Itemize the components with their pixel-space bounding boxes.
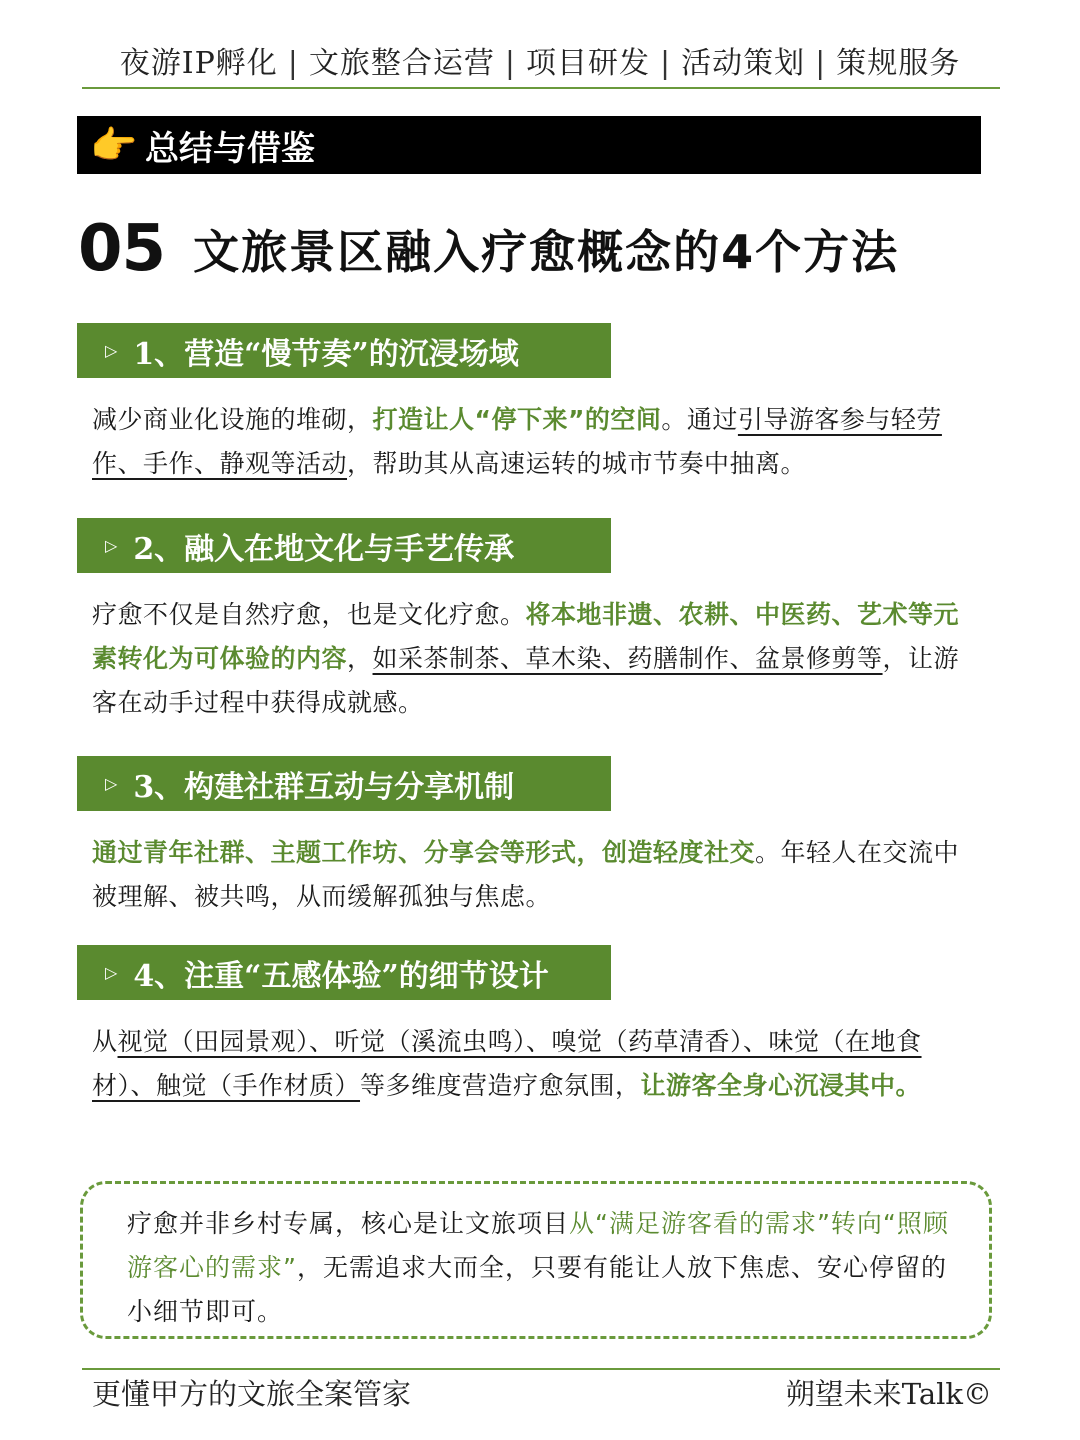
nav-separator: | [287, 46, 299, 81]
underlined-text: 引导游客参与轻劳作、手作、静观等活动 [92, 405, 942, 478]
highlight-text: 让游客全身心沉浸其中。 [640, 1071, 922, 1100]
highlight-text: 打造让人“停下来”的空间 [372, 405, 662, 434]
body-text: ， [347, 644, 373, 673]
title-text: 文旅景区融入疗愈概念的4个方法 [193, 225, 900, 279]
body-text: ，让游客在动手过程中获得成就感。 [92, 644, 960, 717]
section-heading-2 [77, 518, 611, 573]
note-text [127, 1202, 957, 1334]
body-text: 疗愈不仅是自然疗愈，也是文化疗愈。 [92, 600, 526, 629]
footer-brand: 朔望未来Talk© [785, 1377, 992, 1411]
nav-item: 策规服务 [836, 46, 961, 81]
body-text: ，帮助其从高速运转的城市节奏中抽离。 [347, 449, 807, 478]
section-body-1 [92, 398, 976, 486]
section-heading-3 [77, 756, 611, 811]
page-title [78, 212, 899, 286]
underlined-text: 如采茶制茶、草木染、药膳制作、盆景修剪等 [372, 644, 883, 673]
section-heading-label: 3、构建社群互动与分享机制 [133, 769, 515, 805]
nav-item: 夜游IP孵化 [119, 46, 278, 81]
body-text: 等多维度营造疗愈氛围， [360, 1071, 641, 1100]
body-text: 从 [92, 1027, 118, 1056]
summary-banner [77, 116, 981, 174]
section-heading-label: 4、注重“五感体验”的细节设计 [133, 958, 549, 994]
section-heading-label: 2、融入在地文化与手艺传承 [133, 531, 515, 567]
highlight-text: 通过青年社群、主题工作坊、分享会等形式，创造轻度社交 [92, 838, 756, 867]
triangle-icon: ▷ [105, 341, 118, 360]
section-heading-4 [77, 945, 611, 1000]
nav-item: 文旅整合运营 [308, 46, 495, 81]
triangle-icon: ▷ [105, 536, 118, 555]
nav-item: 活动策划 [681, 46, 806, 81]
triangle-icon: ▷ [105, 963, 118, 982]
section-heading-label: 1、营造“慢节奏”的沉浸场域 [133, 336, 519, 372]
triangle-icon: ▷ [105, 774, 118, 793]
highlight-text: 从“满足游客看的需求”转向“照顾游客心的需求” [127, 1209, 949, 1282]
banner-title: 总结与借鉴 [145, 128, 315, 169]
body-text: 减少商业化设施的堆砌， [92, 405, 373, 434]
top-divider [82, 87, 1000, 89]
section-body-2 [92, 593, 976, 725]
top-nav [0, 38, 1080, 82]
summary-note-box [80, 1181, 992, 1339]
pointing-hand-icon: 👉 [90, 122, 138, 167]
nav-separator: | [660, 46, 672, 81]
title-number: 05 [78, 212, 166, 286]
nav-separator: | [815, 46, 827, 81]
highlight-text: 将本地非遗、农耕、中医药、艺术等元素转化为可体验的内容 [92, 600, 960, 673]
bottom-divider [82, 1368, 1000, 1370]
body-text: 。通过 [661, 405, 738, 434]
body-text: 疗愈并非乡村专属，核心是让文旅项目 [127, 1209, 570, 1238]
section-heading-1 [77, 323, 611, 378]
underlined-text: 视觉（田园景观）、听觉（溪流虫鸣）、嗅觉（药草清香）、味觉（在地食材）、触觉（手作材质） [92, 1027, 922, 1100]
body-text: ，无需追求大而全，只要有能让人放下焦虑、安心停留的小细节即可。 [127, 1253, 947, 1326]
section-body-4 [92, 1020, 976, 1108]
nav-separator: | [504, 46, 517, 81]
footer-slogan: 更懂甲方的文旅全案管家 [92, 1377, 412, 1411]
body-text: 。年轻人在交流中被理解、被共鸣，从而缓解孤独与焦虑。 [92, 838, 960, 911]
section-body-3 [92, 831, 976, 919]
nav-item: 项目研发 [526, 46, 651, 81]
